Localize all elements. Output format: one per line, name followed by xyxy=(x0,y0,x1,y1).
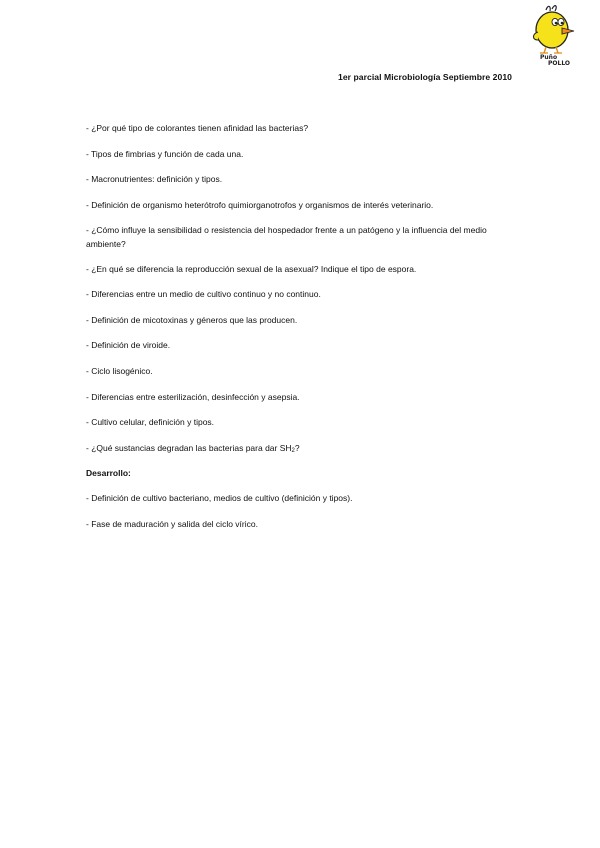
question-10: - Ciclo lisogénico. xyxy=(86,365,153,376)
question-1: - ¿Por qué tipo de colorantes tienen afinidad las bacterias? xyxy=(86,123,309,133)
section-title-desarrollo: Desarrollo: xyxy=(86,468,131,479)
question-13-subscript: 2 xyxy=(291,447,295,454)
question-5: - ¿Cómo influye la sensibilidad o resistencia del hospedador frente a un patógeno y la influencia del medio ambiente? xyxy=(86,225,487,249)
question-13 xyxy=(86,442,516,456)
question-9: - Definición de viroide. xyxy=(86,340,171,351)
question-12: - Cultivo celular, definición y tipos. xyxy=(86,417,215,428)
question-6: - ¿En qué se diferencia la reproducción sexual de la asexual? Indique el tipo de espora. xyxy=(86,263,417,274)
question-4: - Definición de organismo heterótrofo quimiorganotrofos y organismos de interés veterinario. xyxy=(86,199,434,210)
question-2: - Tipos de fimbrias y función de cada una. xyxy=(86,148,244,159)
question-11: - Diferencias entre esterilización, desinfección y asepsia. xyxy=(86,391,300,402)
development-item-2: - Fase de maduración y salida del ciclo vírico. xyxy=(86,518,258,529)
page-title: 1er parcial Microbiología Septiembre 2010 xyxy=(338,72,512,82)
question-13-suffix: ? xyxy=(294,442,300,453)
development-item-1: - Definición de cultivo bacteriano, medios de cultivo (definición y tipos). xyxy=(86,492,353,503)
question-7: - Diferencias entre un medio de cultivo continuo y no continuo. xyxy=(86,289,321,300)
logo xyxy=(524,4,584,66)
logo-text-top: Puño xyxy=(540,54,558,61)
logo-text-bottom: POLLO xyxy=(548,60,571,66)
question-13-text: - ¿Qué sustancias degradan las bacterias para dar SH xyxy=(86,442,292,453)
question-3: - Macronutrientes: definición y tipos. xyxy=(86,174,223,185)
question-8: - Definición de micotoxinas y géneros que las producen. xyxy=(86,314,298,325)
document-body xyxy=(86,122,516,543)
chick-icon xyxy=(524,4,584,66)
